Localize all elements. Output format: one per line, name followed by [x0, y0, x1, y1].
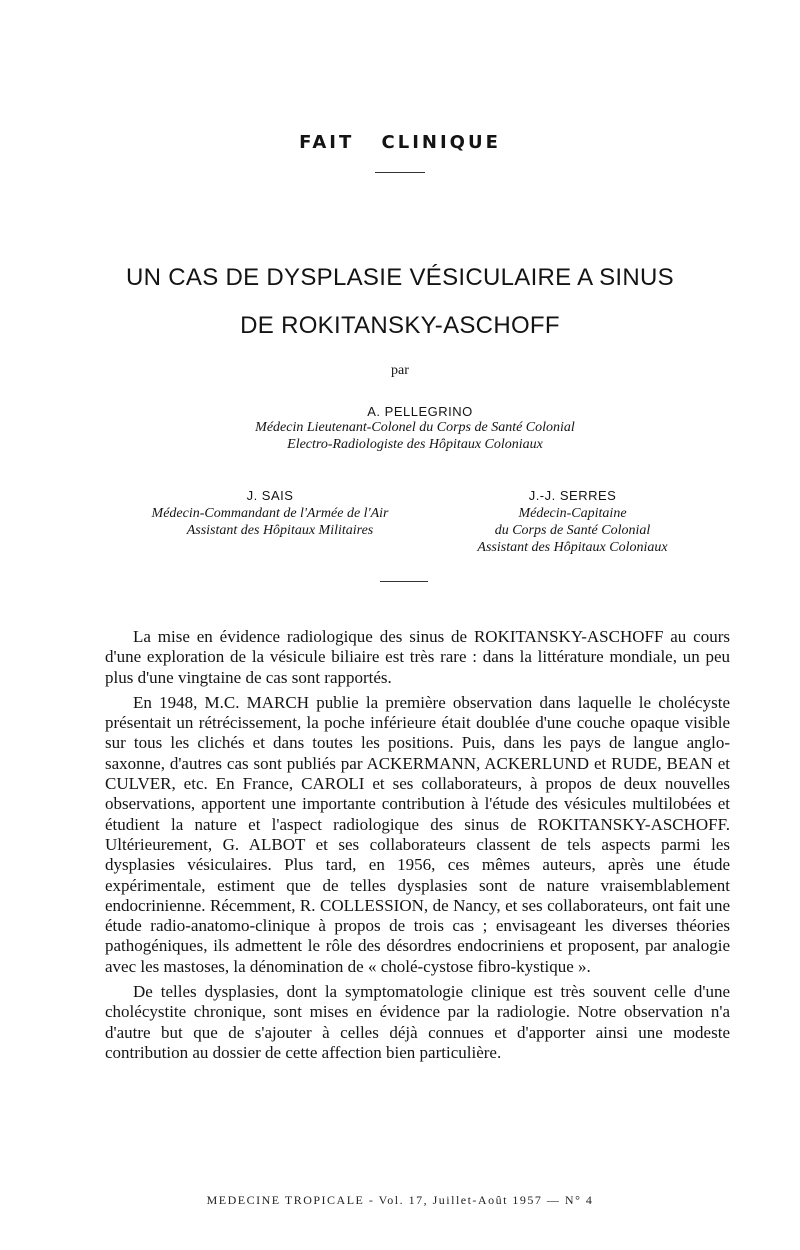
- journal-footer: MEDECINE TROPICALE - Vol. 17, Juillet-Août 1957 — N° 4: [206, 1193, 594, 1207]
- author-role: du Corps de Santé Colonial: [494, 523, 651, 538]
- body-paragraph: De telles dysplasies, dont la symptomatologie clinique est très souvent celle d'une cholécystite chronique, sont mises en évidence par la radiologie. Notre observation n'a d'autre but que de s'ajouter à celles déjà connues et d'apporter ainsi une modeste contribution au dossier de cette affection bien particulière.: [105, 982, 730, 1062]
- author-name: J. SAIS: [246, 488, 294, 503]
- author-block-right: [440, 487, 705, 556]
- author-name: J.-J. SERRES: [528, 488, 617, 503]
- section-label: FAIT CLINIQUE: [299, 132, 501, 153]
- author-role: Electro-Radiologiste des Hôpitaux Coloniaux: [287, 437, 543, 452]
- byline-par: par: [391, 363, 409, 378]
- author-block-main: [0, 404, 800, 453]
- body-paragraph: La mise en évidence radiologique des sinus de ROKITANSKY-ASCHOFF au cours d'une exploration de la vésicule biliaire est très rare : dans la littérature mondiale, un peu plus d'une vingtaine de cas sont rapportés.: [105, 627, 730, 687]
- author-name: A. PELLEGRINO: [367, 404, 473, 419]
- author-role: Médecin-Capitaine: [518, 506, 627, 521]
- divider-rule: [380, 581, 428, 582]
- author-role: Médecin Lieutenant-Colonel du Corps de Santé Colonial: [255, 420, 575, 435]
- article-title-line-2: DE ROKITANSKY-ASCHOFF: [240, 312, 560, 339]
- article-title-line-1: UN CAS DE DYSPLASIE VÉSICULAIRE A SINUS: [126, 264, 674, 291]
- author-role: Médecin-Commandant de l'Armée de l'Air: [151, 506, 389, 521]
- body-paragraph: En 1948, M.C. MARCH publie la première observation dans laquelle le cholécyste présentait un rétrécissement, la poche inférieure était doublée d'une couche opaque visible sur tous les clichés et dans toutes les positions. Puis, dans les pays de langue anglo-saxonne, d'autres cas sont publiés par ACKERMANN, ACKERLUND et RUDE, BEAN et CULVER, etc. En France, CAROLI et ses collaborateurs, à propos de deux nouvelles observations, apportent une importante contribution à l'étude des vésicules multilobées et étudient la nature et l'aspect radiologique des sinus de ROKITANSKY-ASCHOFF. Ultérieurement, G. ALBOT et ses collaborateurs classent de tels aspects parmi les dysplasies vésiculaires. Plus tard, en 1956, ces mêmes auteurs, après une étude expérimentale, estiment que de telles dysplasies sont de nature vraisemblablement endocrinienne. Récemment, R. COLLESSION, de Nancy, et ses collaborateurs, ont fait une étude radio-anatomo-clinique à propos de trois cas ; envisageant les diverses théories pathogéniques, ils admettent le rôle des désordres endocriniens et proposent, par analogie avec les mastoses, la dénomination de « cholé-cystose fibro-kystique ».: [105, 692, 730, 976]
- divider-rule: [375, 172, 425, 173]
- author-role: Assistant des Hôpitaux Militaires: [186, 523, 374, 538]
- author-block-left: [110, 487, 430, 539]
- article-body: [105, 627, 730, 1068]
- author-role: Assistant des Hôpitaux Coloniaux: [477, 540, 668, 555]
